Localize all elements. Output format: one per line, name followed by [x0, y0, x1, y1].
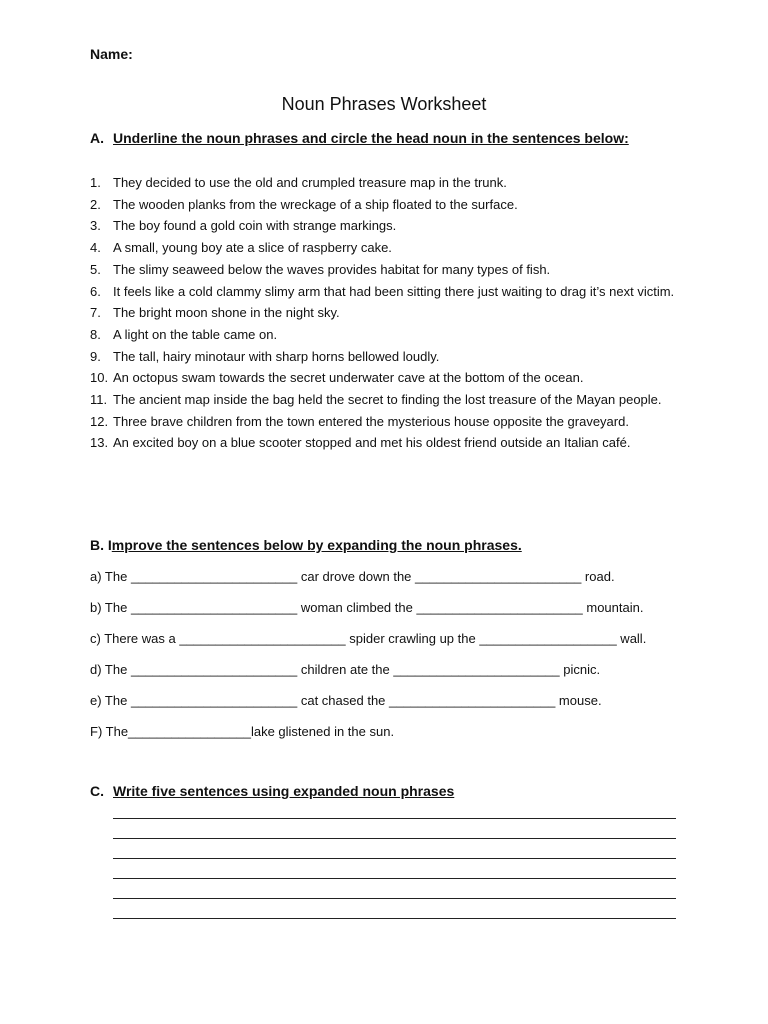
- item-number: 3.: [90, 218, 101, 234]
- item-number: 6.: [90, 283, 101, 299]
- fill-in-item: d) The _______________________ children ate the _______________________ picnic.: [90, 662, 601, 677]
- list-item: [90, 324, 690, 346]
- writing-line: [113, 899, 676, 919]
- section-c-heading: [90, 783, 454, 799]
- item-number: 2.: [90, 196, 101, 212]
- section-b-heading: [90, 537, 522, 553]
- item-text: An octopus swam towards the secret underwater cave at the bottom of the ocean.: [113, 370, 584, 386]
- fill-in-item: b) The _______________________ woman climbed the _______________________ mountain.: [90, 600, 644, 615]
- fill-in-item: e) The _______________________ cat chased the _______________________ mouse.: [90, 693, 602, 708]
- writing-line: [113, 859, 676, 879]
- item-text: They decided to use the old and crumpled treasure map in the trunk.: [113, 175, 507, 190]
- item-text: The tall, hairy minotaur with sharp horns bellowed loudly.: [113, 348, 440, 364]
- item-text: It feels like a cold clammy slimy arm that had been sitting there just waiting to drag it’s next victim.: [113, 283, 675, 299]
- writing-lines: [113, 813, 676, 919]
- item-number: 10.: [90, 370, 109, 386]
- writing-line: [113, 819, 676, 839]
- item-number: 9.: [90, 348, 101, 364]
- fill-in-item: F) The_________________lake glistened in the sun.: [90, 724, 395, 739]
- list-item: [90, 432, 690, 454]
- list-item: [90, 259, 690, 281]
- item-number: 8.: [90, 326, 101, 342]
- item-number: 11.: [90, 392, 108, 408]
- item-text: The wooden planks from the wreckage of a ship floated to the surface.: [113, 196, 518, 212]
- list-item: [90, 389, 690, 411]
- list-item: [90, 194, 690, 216]
- list-item: [90, 367, 690, 389]
- page-title: Noun Phrases Worksheet: [281, 94, 487, 114]
- section-c-instruction: Write five sentences using expanded noun phrases: [113, 783, 455, 799]
- list-item: [90, 346, 690, 368]
- list-item: [90, 215, 690, 237]
- item-text: The ancient map inside the bag held the secret to finding the lost treasure of the Mayan people.: [113, 392, 662, 408]
- list-item: [90, 302, 690, 324]
- section-b-letter: B. I: [90, 537, 112, 553]
- item-number: 13.: [90, 435, 109, 451]
- section-a-instruction: Underline the noun phrases and circle the head noun in the sentences below:: [113, 130, 629, 146]
- item-text: The boy found a gold coin with strange markings.: [113, 218, 397, 234]
- item-number: 7.: [90, 305, 101, 321]
- list-item: [90, 237, 690, 259]
- fill-in-item: a) The _______________________ car drove down the _______________________ road.: [90, 569, 615, 584]
- writing-line: [113, 839, 676, 859]
- item-text: The bright moon shone in the night sky.: [113, 305, 340, 321]
- section-b-instruction: mprove the sentences below by expanding the noun phrases.: [111, 537, 522, 553]
- section-a-letter: A.: [90, 130, 104, 146]
- item-number: 5.: [90, 261, 101, 277]
- item-text: Three brave children from the town entered the mysterious house opposite the graveyard.: [113, 413, 629, 429]
- list-item: [90, 411, 690, 433]
- list-item: [90, 281, 690, 303]
- section-a-heading: [90, 130, 629, 146]
- item-text: A small, young boy ate a slice of raspberry cake.: [113, 240, 392, 256]
- section-c-letter: C.: [90, 783, 104, 799]
- item-text: A light on the table came on.: [113, 326, 278, 342]
- item-number: 1.: [90, 175, 101, 190]
- name-label: Name:: [90, 46, 133, 62]
- item-number: 12.: [90, 413, 109, 429]
- fill-in-item: c) There was a _______________________ spider crawling up the ___________________ wall.: [90, 631, 647, 646]
- writing-line: [113, 879, 676, 899]
- item-text: The slimy seaweed below the waves provides habitat for many types of fish.: [113, 261, 551, 277]
- fill-in-list: [90, 567, 646, 753]
- list-item: [90, 172, 690, 194]
- item-text: An excited boy on a blue scooter stopped and met his oldest friend outside an Italian café.: [113, 435, 631, 451]
- sentence-list: [90, 172, 690, 454]
- item-number: 4.: [90, 240, 101, 256]
